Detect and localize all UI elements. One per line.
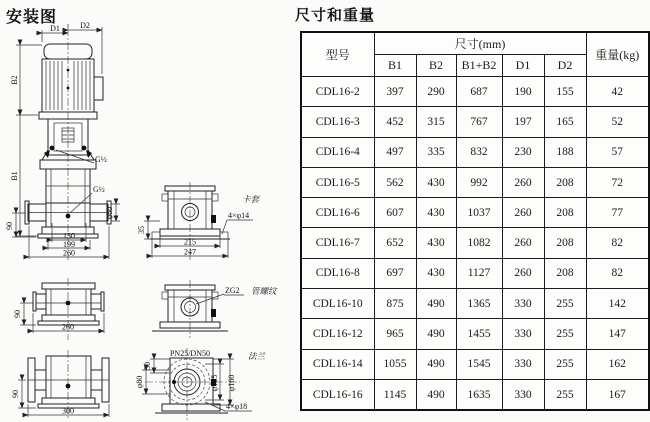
value-cell: 330	[502, 379, 544, 410]
value-cell: 965	[374, 319, 416, 349]
header-b1b2: B1+B2	[456, 55, 502, 77]
value-cell: 687	[456, 77, 502, 107]
dim-50-label: 50	[143, 362, 152, 370]
table-row	[301, 198, 649, 228]
clamp-callout-label: 卡套	[242, 194, 260, 204]
dim-247-label: 247	[184, 247, 196, 257]
installation-diagram-title: 安装图	[6, 9, 58, 26]
value-cell: 767	[456, 107, 502, 137]
table-row	[301, 107, 649, 137]
clamp-holes-label: 4×φ14	[228, 211, 250, 220]
dim-d2-label: D2	[80, 21, 90, 30]
value-cell: 147	[586, 319, 649, 349]
header-d2: D2	[544, 55, 586, 77]
value-cell: 155	[544, 77, 586, 107]
value-cell: 162	[586, 349, 649, 379]
dim-90-flangebase-label: 90	[11, 390, 20, 398]
table-row	[301, 349, 649, 379]
dim-260-main-label: 260	[63, 248, 75, 258]
value-cell: 255	[544, 379, 586, 410]
value-cell: 1635	[456, 379, 502, 410]
port-g-bottom-label: G½	[93, 185, 105, 194]
table-row	[301, 379, 649, 410]
value-cell: 260	[502, 258, 544, 288]
value-cell: 260	[502, 167, 544, 197]
value-cell: 430	[416, 228, 456, 258]
value-cell: 255	[544, 319, 586, 349]
model-cell: CDL16-2	[301, 77, 374, 107]
value-cell: 490	[416, 379, 456, 410]
value-cell: 42	[586, 77, 649, 107]
table-row	[301, 228, 649, 258]
model-cell: CDL16-8	[301, 258, 374, 288]
table-row	[301, 319, 649, 349]
header-b2: B2	[416, 55, 456, 77]
value-cell: 197	[502, 107, 544, 137]
dim-b1-label: B1	[10, 171, 19, 181]
value-cell: 290	[416, 77, 456, 107]
dim-260-base-label: 260	[62, 322, 74, 332]
thread-spec-label: ZG2	[225, 286, 240, 295]
port-g-top-label: G½	[95, 155, 107, 164]
header-b1: B1	[374, 55, 416, 77]
model-cell: CDL16-10	[301, 289, 374, 319]
value-cell: 1037	[456, 198, 502, 228]
model-cell: CDL16-12	[301, 319, 374, 349]
value-cell: 652	[374, 228, 416, 258]
dim-b2-label: B2	[10, 75, 19, 85]
value-cell: 452	[374, 107, 416, 137]
value-cell: 607	[374, 198, 416, 228]
value-cell: 208	[544, 258, 586, 288]
pump-front-view	[5, 21, 120, 262]
dim-phi60-label: φ60	[105, 206, 114, 220]
value-cell: 57	[586, 137, 649, 167]
dim-phi160-label: φ160	[227, 374, 236, 392]
value-cell: 167	[586, 379, 649, 410]
value-cell: 1055	[374, 349, 416, 379]
value-cell: 230	[502, 137, 544, 167]
table-row	[301, 258, 649, 288]
value-cell: 1455	[456, 319, 502, 349]
value-cell: 72	[586, 167, 649, 197]
value-cell: 255	[544, 289, 586, 319]
header-model: 型号	[301, 32, 374, 77]
dim-215-label: 215	[184, 237, 196, 247]
value-cell: 82	[586, 228, 649, 258]
dim-90-base-label: 90	[13, 310, 22, 318]
pump-base-view-300	[11, 350, 109, 420]
dim-300-label: 300	[62, 406, 74, 416]
dim-35-label: 35	[137, 226, 146, 234]
header-d1: D1	[502, 55, 544, 77]
table-row	[301, 167, 649, 197]
flange-holes-label: 4×φ18	[226, 402, 248, 411]
value-cell: 397	[374, 77, 416, 107]
value-cell: 1127	[456, 258, 502, 288]
value-cell: 562	[374, 167, 416, 197]
value-cell: 260	[502, 228, 544, 258]
value-cell: 315	[416, 107, 456, 137]
model-cell: CDL16-7	[301, 228, 374, 258]
value-cell: 497	[374, 137, 416, 167]
clamp-connection-view	[137, 182, 261, 262]
value-cell: 1082	[456, 228, 502, 258]
dim-phi80-label: φ80	[135, 375, 144, 389]
value-cell: 335	[416, 137, 456, 167]
value-cell: 490	[416, 349, 456, 379]
value-cell: 1145	[374, 379, 416, 410]
flange-connection-view	[135, 348, 267, 420]
value-cell: 490	[416, 289, 456, 319]
model-cell: CDL16-3	[301, 107, 374, 137]
value-cell: 490	[416, 319, 456, 349]
value-cell: 1545	[456, 349, 502, 379]
value-cell: 255	[544, 349, 586, 379]
value-cell: 165	[544, 107, 586, 137]
value-cell: 330	[502, 289, 544, 319]
dim-d1-label: D1	[50, 24, 60, 33]
model-cell: CDL16-6	[301, 198, 374, 228]
value-cell: 190	[502, 77, 544, 107]
model-cell: CDL16-4	[301, 137, 374, 167]
dim-199-label: 199	[63, 240, 75, 249]
table-row	[301, 289, 649, 319]
value-cell: 832	[456, 137, 502, 167]
value-cell: 82	[586, 258, 649, 288]
value-cell: 208	[544, 198, 586, 228]
table-row	[301, 77, 649, 107]
table-row	[301, 137, 649, 167]
dimensions-weight-title: 尺寸和重量	[295, 7, 376, 24]
pipe-thread-view	[152, 280, 278, 338]
dim-130-label: 130	[63, 231, 75, 241]
model-cell: CDL16-14	[301, 349, 374, 379]
dim-90-main-label: 90	[5, 222, 14, 230]
dimensions-weight-table	[300, 31, 650, 411]
model-cell: CDL16-5	[301, 167, 374, 197]
header-size-group: 尺寸(mm)	[374, 32, 586, 55]
value-cell: 430	[416, 167, 456, 197]
value-cell: 77	[586, 198, 649, 228]
thread-callout-label: 管螺纹	[251, 286, 277, 296]
flange-spec-label: PN25/DN50	[169, 349, 211, 358]
installation-drawing	[0, 0, 300, 422]
value-cell: 330	[502, 319, 544, 349]
header-weight: 重量(kg)	[586, 32, 649, 77]
value-cell: 188	[544, 137, 586, 167]
table-header	[301, 32, 649, 77]
value-cell: 430	[416, 258, 456, 288]
value-cell: 142	[586, 289, 649, 319]
value-cell: 875	[374, 289, 416, 319]
model-cell: CDL16-16	[301, 379, 374, 410]
value-cell: 208	[544, 228, 586, 258]
flange-callout-label: 法兰	[248, 351, 266, 361]
value-cell: 208	[544, 167, 586, 197]
value-cell: 992	[456, 167, 502, 197]
value-cell: 52	[586, 107, 649, 137]
value-cell: 330	[502, 349, 544, 379]
pump-base-view-260	[13, 278, 104, 340]
dim-phi125-label: φ125	[210, 374, 219, 392]
value-cell: 1365	[456, 289, 502, 319]
value-cell: 430	[416, 198, 456, 228]
value-cell: 697	[374, 258, 416, 288]
table-body	[301, 77, 649, 411]
value-cell: 260	[502, 198, 544, 228]
